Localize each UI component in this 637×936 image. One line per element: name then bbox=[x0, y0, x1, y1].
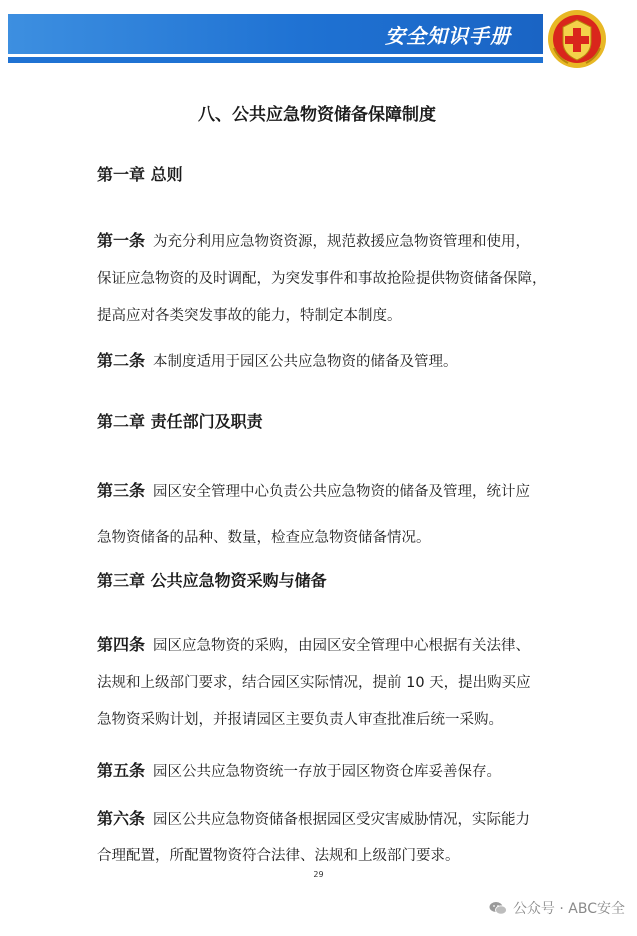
article-label: 第二条 bbox=[97, 351, 146, 370]
paragraph-line bbox=[97, 801, 530, 838]
paragraph-text: 园区应急物资的采购，由园区安全管理中心根据有关法律、 bbox=[153, 638, 531, 654]
article-label: 第五条 bbox=[97, 761, 146, 780]
article-paragraph bbox=[97, 349, 458, 374]
article-paragraph bbox=[97, 759, 501, 784]
paragraph-line: 保证应急物资的及时调配，为突发事件和事故抢险提供物资储备保障， bbox=[97, 271, 547, 287]
article-label: 第六条 bbox=[97, 809, 146, 828]
page-number: 29 bbox=[313, 870, 324, 879]
header-title: 安全知识手册 bbox=[385, 24, 511, 48]
paragraph-line bbox=[97, 468, 530, 515]
article-label: 第四条 bbox=[97, 635, 146, 654]
paragraph-line bbox=[97, 626, 531, 665]
paragraph-line: 合理配置，所配置物资符合法律、法规和上级部门要求。 bbox=[97, 848, 460, 864]
header-underline bbox=[8, 57, 543, 63]
paragraph-line: 急物资储备的品种、数量，检查应急物资储备情况。 bbox=[97, 530, 431, 546]
chapter-heading: 第二章 责任部门及职责 bbox=[97, 412, 263, 431]
watermark-text: 公众号 · ABC安全 bbox=[512, 901, 625, 917]
paragraph-line bbox=[97, 759, 501, 784]
paragraph-line: 急物资采购计划，并报请园区主要负责人审查批准后统一采购。 bbox=[97, 712, 503, 728]
chapter-heading: 第一章 总则 bbox=[97, 165, 183, 184]
paragraph-line bbox=[97, 349, 458, 374]
wechat-icon bbox=[489, 901, 507, 915]
article-paragraph bbox=[97, 801, 530, 874]
chapter-heading: 第三章 公共应急物资采购与储备 bbox=[97, 571, 327, 590]
article-paragraph bbox=[97, 626, 531, 739]
paragraph-text: 园区安全管理中心负责公共应急物资的储备及管理，统计应 bbox=[153, 484, 531, 500]
watermark bbox=[489, 898, 625, 918]
paragraph-text: 为充分利用应急物资资源，规范救援应急物资管理和使用， bbox=[153, 234, 531, 250]
article-paragraph bbox=[97, 222, 547, 335]
paragraph-line: 提高应对各类突发事故的能力，特制定本制度。 bbox=[97, 308, 402, 324]
paragraph-line: 法规和上级部门要求，结合园区实际情况，提前 10 天，提出购买应 bbox=[97, 675, 531, 691]
article-label: 第三条 bbox=[97, 481, 146, 500]
paragraph-line bbox=[97, 222, 547, 261]
cross-shield-emblem-icon bbox=[546, 8, 608, 70]
article-label: 第一条 bbox=[97, 231, 146, 250]
paragraph-text: 园区公共应急物资统一存放于园区物资仓库妥善保存。 bbox=[153, 764, 502, 780]
paragraph-text: 本制度适用于园区公共应急物资的储备及管理。 bbox=[153, 354, 458, 370]
document-title: 八、公共应急物资储备保障制度 bbox=[198, 105, 436, 125]
paragraph-text: 园区公共应急物资储备根据园区受灾害威胁情况，实际能力 bbox=[153, 812, 531, 828]
page-header bbox=[0, 0, 637, 80]
article-paragraph bbox=[97, 468, 530, 561]
